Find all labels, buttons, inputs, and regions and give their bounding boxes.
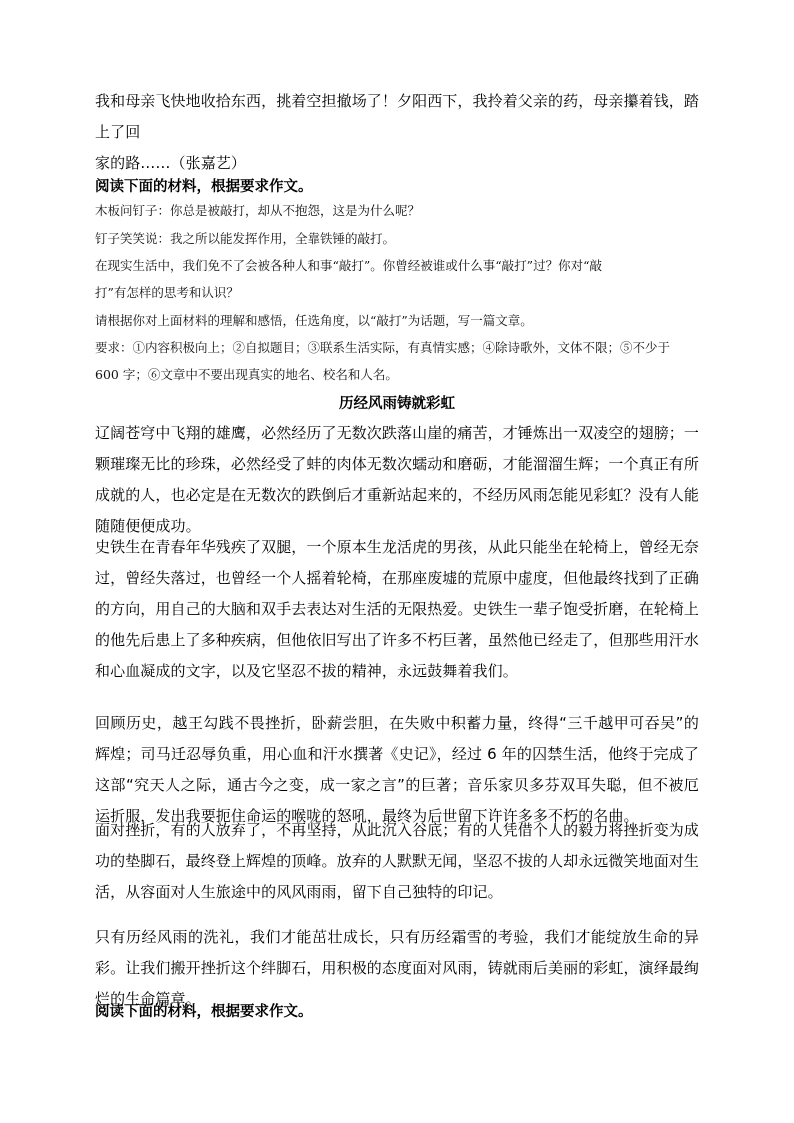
material-line-4: 打”有怎样的思考和认识？: [95, 285, 239, 300]
essay-paragraph-2: 史铁生在青春年华残疾了双腿，一个原本生龙活虎的男孩，从此只能坐在轮椅上，曾经无奈过，曾经失落过，也曾经一个人摇着轮椅，在那座废墟的荒原中虚度，但他最终找到了正确的方向，用自己的大脑和双手去表达对生活的无限热爱。史铁生一辈子饱受折磨，在轮椅上的他先后患上了多种疾病，但他依旧写出了许多不朽巨著，虽然他已经走了，但那些用汗水和心血凝成的文字，以及它坚忍不拔的精神，永远鼓舞着我们。: [95, 538, 700, 680]
material-line-2: 钉子笑笑说：我之所以能发挥作用，全靠铁锤的敲打。: [95, 231, 396, 246]
essay-paragraph-1: 辽阔苍穹中飞翔的雄鹰，必然经历了无数次跌落山崖的痛苦，才锤炼出一双凌空的翅膀；一颗璀璨无比的珍珠，必然经受了蚌的肉体无数次蠕动和磨砺，才能溜溜生辉；一个真正有所成就的人，也必定是在无数次的跌倒后才重新站起来的，不经历风雨怎能见彩虹？没有人能随随便便成功。: [95, 424, 700, 535]
essay-paragraph-5: 只有历经风雨的洗礼，我们才能茁壮成长，只有历经霜雪的考验，我们才能绽放生命的异彩。让我们搬开挫折这个绊脚石，用积极的态度面对风雨，铸就雨后美丽的彩虹，演绎最绚烂的生命篇章。: [95, 928, 700, 1008]
essay-title: 历经风雨铸就彩虹: [339, 395, 455, 412]
closing-line-1: 我和母亲飞快地收拾东西，挑着空担撤场了！夕阳西下，我拎着父亲的药，母亲攥着钱，踏上了回: [95, 92, 700, 141]
closing-line-2: 家的路……（张嘉艺）: [95, 154, 247, 172]
essay-prompt-heading-2: 阅读下面的材料，根据要求作文。: [95, 1004, 313, 1020]
essay-paragraph-4: 面对挫折，有的人放弃了，不再坚持，从此沉入谷底；有的人凭借个人的毅力将挫折变为成功的垫脚石，最终登上辉煌的顶峰。放弃的人默默无闻，坚忍不拔的人却永远微笑地面对生活，从容面对人生旅途中的风风雨雨，留下自己独特的印记。: [95, 821, 700, 901]
material-line-5: 请根据你对上面材料的理解和感悟，任选角度，以“敲打”为话题，写一篇文章。: [95, 313, 533, 328]
material-line-6: 要求：①内容积极向上；②自拟题目；③联系生活实际，有真情实感；④除诗歌外，文体不限；⑤不少于: [95, 340, 671, 355]
material-line-7: 600 字；⑥文章中不要出现真实的地名、校名和人名。: [95, 367, 398, 382]
material-line-3: 在现实生活中，我们免不了会被各种人和事“敲打”。你曾经被谁或什么事“敲打”过？你对“敲: [95, 258, 602, 273]
material-line-1: 木板问钉子：你总是被敲打，却从不抱怨，这是为什么呢？: [95, 203, 421, 218]
closing-paragraph: [95, 86, 699, 179]
essay-paragraph-3: 回顾历史，越王勾践不畏挫折，卧薪尝胆，在失败中积蓄力量，终得“三千越甲可吞吴”的辉煌；司马迁忍辱负重，用心血和汗水撰著《史记》，经过 6 年的囚禁生活，他终于完成了这部“究天人之际，通古今之变，成一家之言”的巨著；音乐家贝多芬双耳失聪，但不被厄运折服，发出我要扼住命运的喉咙的怒吼，最终为后世留下许许多多不朽的名曲。: [95, 714, 699, 825]
essay-prompt-heading: 阅读下面的材料，根据要求作文。: [95, 179, 313, 195]
